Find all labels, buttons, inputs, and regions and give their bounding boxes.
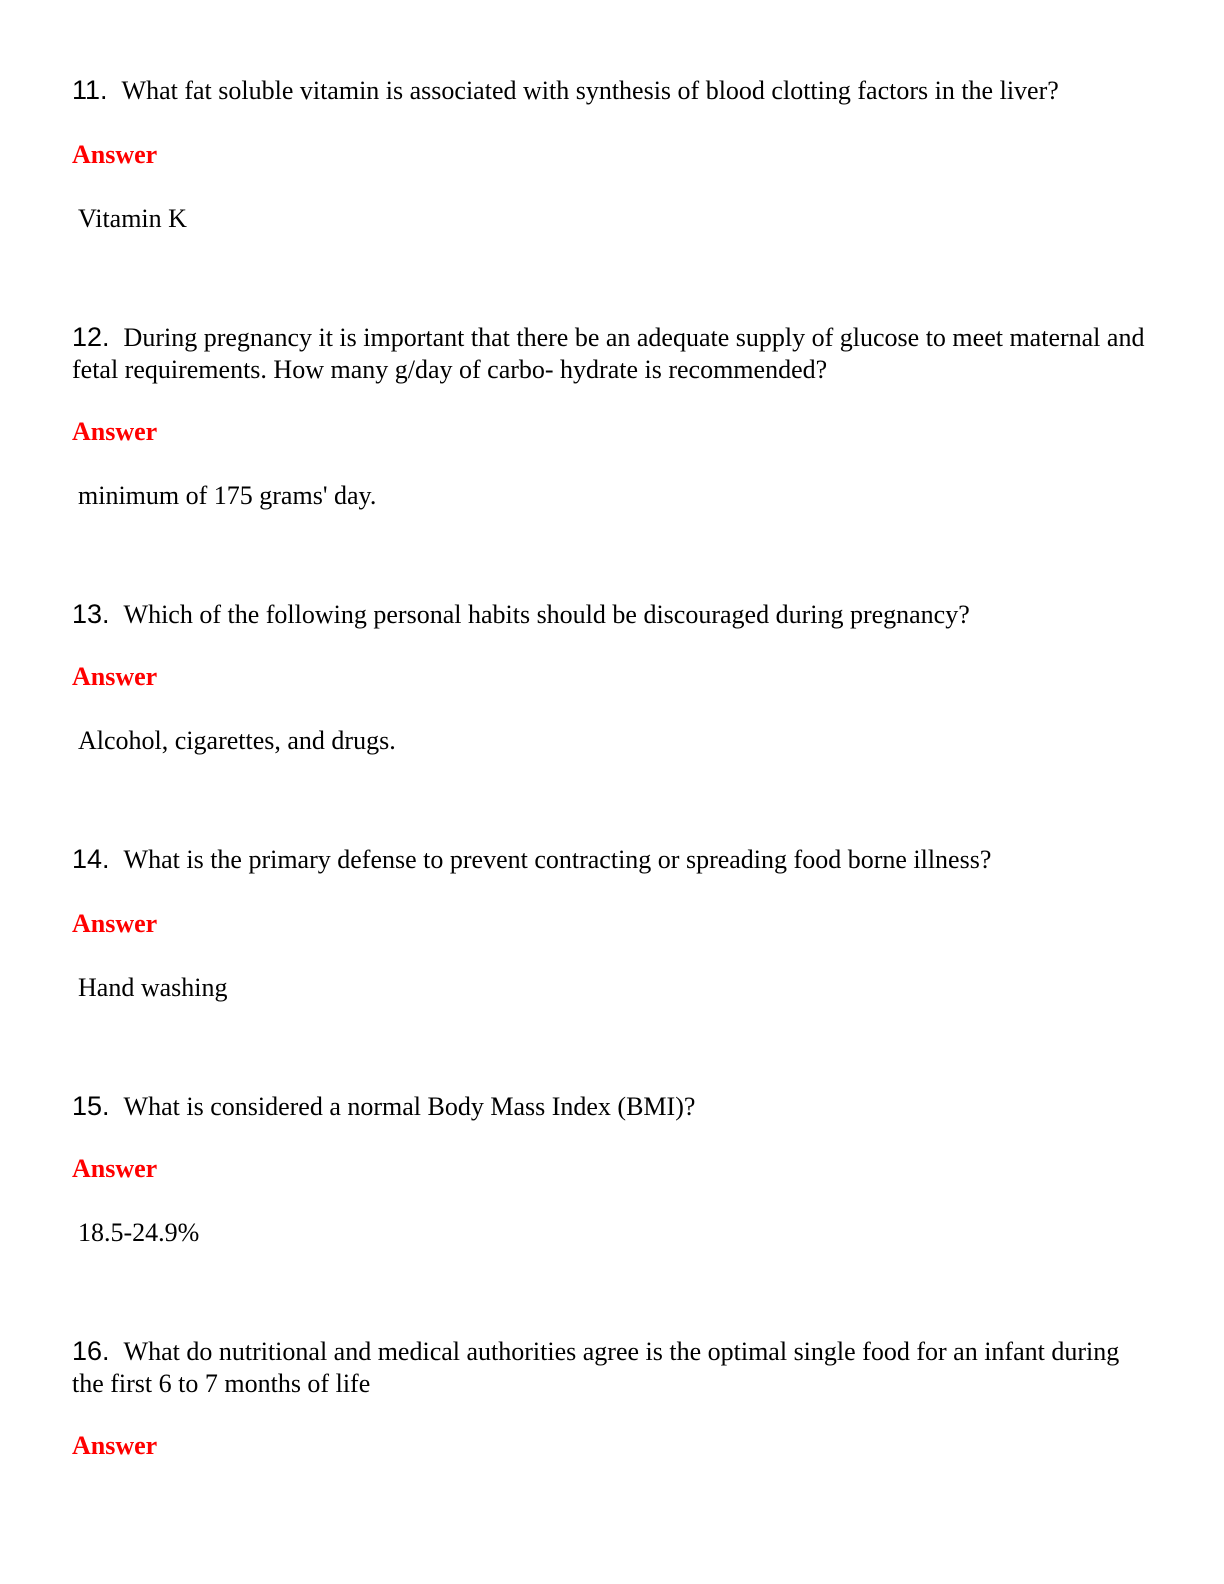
answer-text: Hand washing: [78, 973, 228, 1002]
answer-text: Alcohol, cigarettes, and drugs.: [78, 726, 396, 755]
question-number: 14.: [72, 844, 110, 874]
answer-label: Answer: [72, 662, 158, 691]
answer-text: Vitamin K: [78, 204, 187, 233]
question-number: 11.: [72, 75, 108, 105]
question-text-line: [72, 74, 1152, 107]
question-text-line: [72, 598, 1152, 631]
question-block: [72, 321, 1152, 510]
question-block: [72, 74, 1152, 233]
question-text: Which of the following personal habits should be discouraged during pregnancy?: [123, 600, 970, 629]
question-number: 12.: [72, 322, 110, 352]
answer-label: Answer: [72, 140, 158, 169]
answer-label: Answer: [72, 417, 158, 446]
question-block: [72, 1090, 1152, 1247]
question-text: What fat soluble vitamin is associated with synthesis of blood clotting factors in the liver?: [121, 76, 1059, 105]
question-text-line: [72, 1090, 1152, 1123]
question-text-line: [72, 843, 1152, 876]
question-text: What do nutritional and medical authorities agree is the optimal single food for an infant during the first 6 to 7 months of life: [72, 1337, 1120, 1398]
question-block: [72, 843, 1152, 1002]
answer-label: Answer: [72, 909, 158, 938]
question-text: What is considered a normal Body Mass Index (BMI)?: [123, 1092, 696, 1121]
question-number: 15.: [72, 1091, 110, 1121]
question-number: 16.: [72, 1336, 110, 1366]
question-text-line: [72, 321, 1152, 386]
answer-text: minimum of 175 grams' day.: [78, 481, 377, 510]
question-text: What is the primary defense to prevent contracting or spreading food borne illness?: [123, 845, 992, 874]
question-block: [72, 1335, 1152, 1460]
answer-label: Answer: [72, 1431, 158, 1460]
question-text: During pregnancy it is important that there be an adequate supply of glucose to meet maternal and fetal requirements. How many g/day of carbo- hydrate is recommended?: [72, 323, 1145, 384]
question-block: [72, 598, 1152, 755]
answer-text: 18.5-24.9%: [78, 1218, 200, 1247]
answer-label: Answer: [72, 1154, 158, 1183]
question-number: 13.: [72, 599, 110, 629]
question-text-line: [72, 1335, 1152, 1400]
